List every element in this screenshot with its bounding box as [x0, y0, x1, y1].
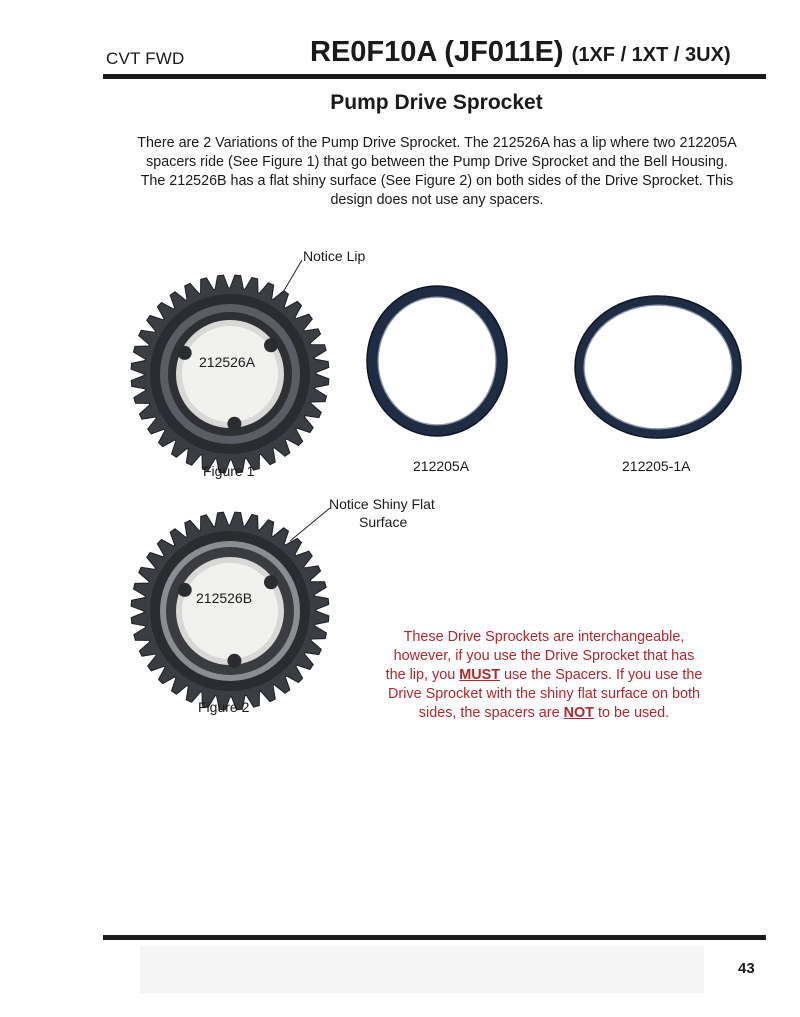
header-model: RE0F10A (JF011E)	[310, 36, 564, 68]
interchangeability-note	[360, 628, 728, 723]
sprocket-a-part-label: 212526A	[199, 354, 256, 370]
note-line-4: Drive Sprocket with the shiny flat surface on both	[388, 686, 700, 702]
sprocket-b-part-label: 212526B	[196, 590, 253, 606]
header-variants: (1XF / 1XT / 3UX)	[571, 44, 731, 66]
note-line-1: These Drive Sprockets are interchangeable,	[403, 629, 685, 645]
footer-band	[140, 946, 704, 993]
note-line-5: sides, the spacers are NOT to be used.	[418, 705, 670, 721]
note-line-2: however, if you use the Drive Sprocket that has	[393, 648, 695, 664]
note-must-emphasis: MUST	[459, 667, 500, 683]
page-number: 43	[738, 960, 755, 977]
figure-1-caption: Figure 1	[203, 463, 255, 479]
notice-lip-callout: Notice Lip	[303, 248, 366, 264]
spacer-a-label: 212205A	[413, 458, 470, 474]
notice-shiny-surface-callout-line2: Surface	[359, 514, 408, 530]
note-not-emphasis: NOT	[563, 705, 594, 721]
spacer-212205a-image	[364, 283, 510, 439]
footer-rule	[103, 935, 766, 940]
sprocket-212526b-image	[128, 509, 332, 713]
intro-paragraph: There are 2 Variations of the Pump Drive Sprocket. The 212526A has a lip where two 212205A spacers ride (See Figure 1) that go between the Pump Drive Sprocket and the Bell Housing. The 212526B has a flat shiny surface (See Figure 2) on both sides of the Drive Sprocket. This design does not use any spacers.	[137, 135, 737, 208]
spacer-1a-label: 212205-1A	[622, 458, 691, 474]
page-heading: Pump Drive Sprocket	[330, 91, 543, 114]
note-line-3: the lip, you MUST use the Spacers. If you use the	[385, 667, 703, 683]
notice-shiny-surface-callout-line1: Notice Shiny Flat	[329, 496, 435, 512]
figure-2-caption: Figure 2	[198, 699, 250, 715]
spacer-212205-1a-image	[572, 293, 744, 441]
header-section-label: CVT FWD	[106, 49, 185, 68]
